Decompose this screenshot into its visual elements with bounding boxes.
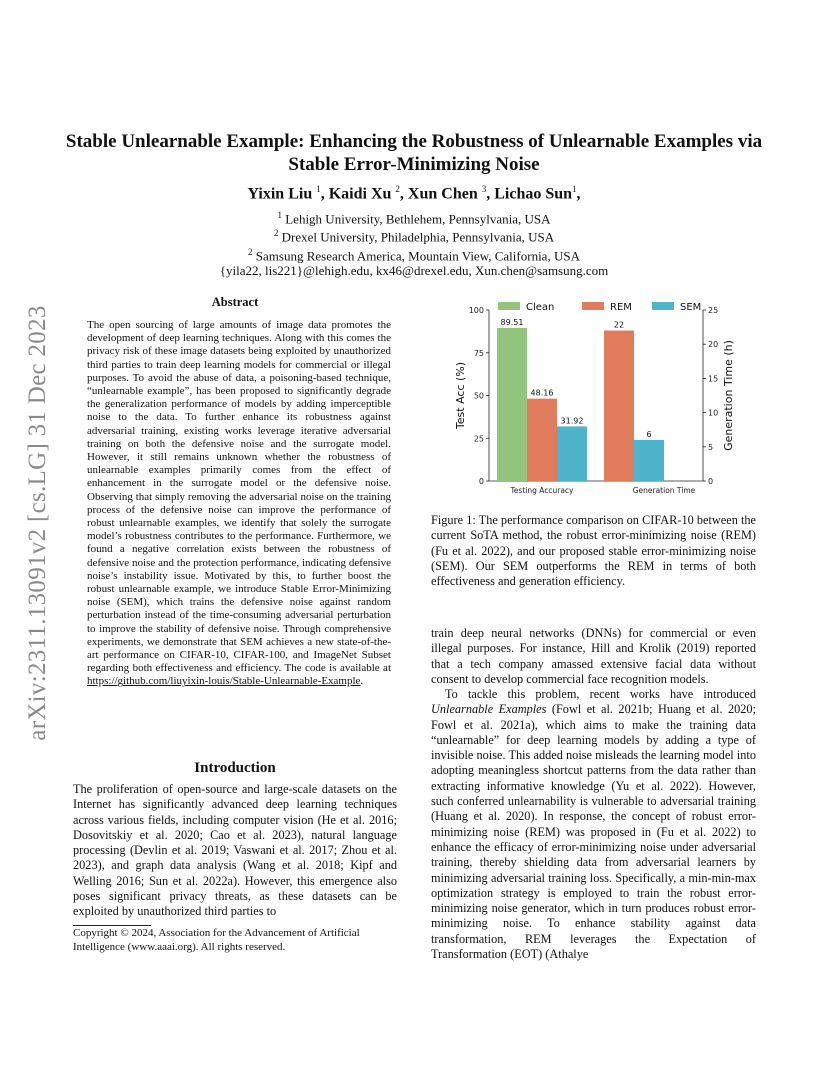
affiliation-line (60, 245, 768, 263)
copyright-notice: Copyright © 2024, Association for the Advancement of Artificial Intelligence (www.aaai.org). All rights reserved. (73, 927, 360, 953)
left-tick-label: 75 (473, 348, 484, 358)
left-tick-label: 25 (473, 434, 484, 444)
right-tick-label: 10 (708, 408, 719, 418)
affiliation-line (60, 226, 768, 244)
author-list: Yixin Liu $^1$, Kaidi Xu $^2$, Xun Chen $^3$, Lichao Sun$^1$, (247, 184, 581, 203)
author-affil-mark: 3 (481, 184, 487, 194)
abstract-body (87, 319, 391, 689)
left-tick-label: 100 (468, 306, 484, 315)
author-name: Yixin Liu (247, 185, 313, 203)
affiliation-text: Samsung Research America, Mountain View, California, USA (255, 247, 580, 263)
right-tick-label: 0 (708, 477, 714, 486)
paper-title: Stable Unlearnable Example: Enhancing the Robustness of Unlearnable Examples via Stable Error-Minimizing Noise (65, 131, 763, 175)
introduction-heading: Introduction (194, 760, 276, 776)
affiliation-text: Lehigh University, Bethlehem, Pennsylvania, USA (285, 211, 551, 227)
body-paragraph: train deep neural networks (DNNs) for commercial or even illegal purposes. For instance, Hill and Krolik (2019) reported that a tech company amassed extensive facial data without consent to develop commercial face recognition models. (431, 626, 756, 686)
bar-sem-1 (634, 440, 664, 481)
bar-chart-svg (450, 295, 750, 500)
bar-value-label: 89.51 (500, 317, 524, 327)
category-label: Testing Accuracy (510, 486, 574, 495)
author-name: Xun Chen (407, 185, 478, 203)
figure-1-caption: Figure 1: The performance comparison on CIFAR-10 between the current SoTA method, the robust error-minimizing noise (REM) (Fu et al. 2022), and our proposed stable error-minimizing noise (SEM). Our SEM outperforms the REM in terms of both effectiveness and generation efficiency. (431, 513, 756, 589)
arxiv-identifier: arXiv:2311.13091v2 [cs.LG] 31 Dec 2023 (24, 304, 51, 741)
bar-value-label: 6 (646, 429, 652, 439)
right-tick-label: 15 (708, 374, 719, 384)
bar-rem-1 (604, 331, 634, 481)
bar-value-label: 22 (613, 320, 625, 330)
bar-clean-0 (497, 328, 527, 481)
legend-swatch-clean (498, 302, 520, 310)
footnote-rule (73, 925, 151, 926)
body-paragraph (431, 687, 756, 962)
affiliation-number: 1 (277, 210, 282, 220)
bar-value-label: 48.16 (530, 388, 554, 398)
affiliations (60, 208, 768, 278)
legend-label: REM (610, 302, 632, 313)
left-tick-label: 50 (473, 391, 484, 401)
legend-swatch-sem (652, 302, 674, 310)
author-affil-mark: 1 (572, 184, 577, 194)
paragraph-text: To tackle this problem, recent works have introduced (445, 687, 756, 701)
affiliation-number: 2 (248, 246, 253, 257)
introduction-text: The proliferation of open-source and large-scale datasets on the Internet has significantly advanced deep learning techniques across various fields, including computer vision (He et al. 2016; Dosovitskiy et al. 2020; Cao et al. 2023), natural language processing (Devlin et al. 2019; Vaswani et al. 2017; Zhou et al. 2023), and graph data analysis (Wang et al. 2018; Kipf and Welling 2016; Sun et al. 2022a). However, this emergence also poses significant privacy threats, as these datasets can be exploited by unauthorized third parties to (73, 782, 397, 919)
legend-swatch-rem (582, 302, 604, 310)
affiliation-text: Drexel University, Philadelphia, Pennsylvania, USA (281, 229, 555, 245)
author-name: Kaidi Xu (328, 185, 392, 203)
affiliation-number: 2 (273, 228, 279, 239)
bar-rem-0 (527, 399, 557, 481)
right-tick-label: 20 (708, 340, 719, 350)
legend-label: SEM (680, 302, 702, 313)
paragraph-text: (Fowl et al. 2021b; Huang et al. 2020; Fowl et al. 2021a), which aims to make the training data “unlearnable” for deep learning models by adding a type of invisible noise. This added noise misleads the learning model into adopting meaningless shortcut patterns from the data rather than extracting informative knowledge (Yu et al. 2022). However, such conferred unlearnability is vulnerable to adversarial training (Huang et al. 2020). In response, the concept of robust error-minimizing noise (REM) was proposed in (Fu et al. 2022) to enhance the efficacy of error-minimizing noise under adversarial training, thereby shielding data from adversarial learners by minimizing adversarial training loss. Specifically, a min-min-max optimization strategy is employed to train the robust error-minimizing noise generator, which in turn produces robust error-minimizing noise. To enhance stability against data transformation, REM leverages the Expectation of Transformation (EOT) (Athalye (431, 702, 756, 962)
abstract-text: The open sourcing of large amounts of image data promotes the development of deep learning techniques. Along with this comes the privacy risk of these image datasets being exploited by unauthorized third parties to train deep learning models for commercial or illegal purposes. To avoid the abuse of data, a poisoning-based technique, “unlearnable example”, has been proposed to significantly degrade the generalization performance of models by adding imperceptible noise to the data. To further enhance its robustness against adversarial training, existing works leverage iterative adversarial training on both the defensive noise and the surrogate model. However, it still remains unknown whether the robustness of unlearnable examples primarily comes from the effect of enhancement in the surrogate model or the defensive noise. Observing that simply removing the adversarial noise on the training process of the defensive noise can improve the performance of robust unlearnable examples, we identify that solely the surrogate model’s robustness contributes to the performance. Furthermore, we found a negative correlation exists between the robustness of defensive noise and the protection performance, indicating defensive noise’s instability issue. Motivated by this, to further boost the robust unlearnable example, we introduce Stable Error-Minimizing noise (SEM), which trains the defensive noise against random perturbation instead of the time-consuming adversarial perturbation to improve the stability of defensive noise. Through comprehensive experiments, we demonstrate that SEM achieves a new state-of-the-art performance on CIFAR-10, CIFAR-100, and ImageNet Subset regarding both effectiveness and efficiency. The code is available at (87, 319, 391, 675)
author-affil-mark: 2 (395, 184, 400, 194)
author-affil-mark: 1 (316, 184, 321, 194)
affiliation-line (60, 208, 768, 226)
author-emails: {yila22, lis221}@lehigh.edu, kx46@drexel.edu, Xun.chen@samsung.com (219, 262, 609, 278)
bar-sem-0 (557, 426, 587, 481)
legend-label: Clean (526, 302, 555, 313)
author-name: Lichao Sun (494, 185, 573, 203)
right-tick-label: 5 (708, 442, 714, 452)
left-axis-label: Test Acc (%) (454, 361, 467, 430)
left-tick-label: 0 (478, 477, 484, 486)
code-link[interactable]: https://github.com/liuyixin-louis/Stable-Unlearnable-Example (87, 675, 361, 688)
category-label: Generation Time (632, 486, 696, 495)
bar-value-label: 31.92 (560, 416, 584, 426)
abstract-heading: Abstract (211, 295, 259, 309)
figure-1-chart (450, 295, 750, 505)
arxiv-sidebar (18, 285, 58, 760)
abstract-period: . (360, 675, 364, 688)
right-axis-label: Generation Time (h) (722, 340, 735, 451)
emphasized-term: Unlearnable Examples (431, 702, 547, 717)
right-tick-label: 25 (708, 306, 719, 315)
